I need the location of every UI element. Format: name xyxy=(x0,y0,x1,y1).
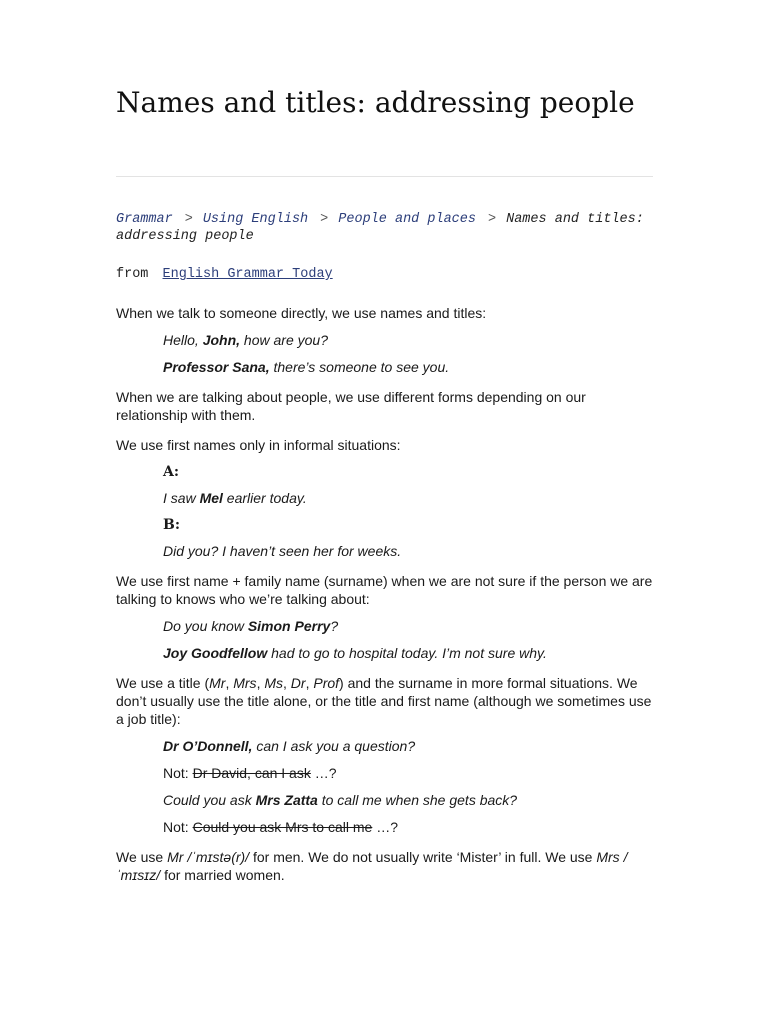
paragraph: We use first names only in informal situations: xyxy=(116,437,401,453)
breadcrumb-current: Names and titles: addressing people xyxy=(116,212,644,244)
example-sentence: Do you know Simon Perry? xyxy=(163,618,339,634)
paragraph: We use Mr /ˈmɪstə(r)/ for men. We do not usually write ‘Mister’ in full. We use Mrs /ˈmɪsɪz/ for married women. xyxy=(116,849,628,883)
breadcrumb-separator: > xyxy=(320,212,329,227)
paragraph: When we talk to someone directly, we use names and titles: xyxy=(116,305,487,321)
paragraph: We use first name + family name (surname) when we are not sure if the person we are talking to knows who we’re talking about: xyxy=(116,573,653,607)
paragraph: When we are talking about people, we use different forms depending on our relationship with them. xyxy=(116,389,586,423)
paragraph: We use a title (Mr, Mrs, Ms, Dr, Prof) and the surname in more formal situations. We don’t usually use the title alone, or the title and first name (although we sometimes use a job title): xyxy=(116,675,652,727)
source-prefix: from xyxy=(116,267,149,282)
page-title: Names and titles: addressing people xyxy=(116,86,635,119)
breadcrumb-separator: > xyxy=(488,212,497,227)
example-sentence: Joy Goodfellow had to go to hospital today. I’m not sure why. xyxy=(163,645,547,661)
example-sentence: Dr O’Donnell, can I ask you a question? xyxy=(163,738,416,754)
example-sentence: Hello, John, how are you? xyxy=(163,332,328,348)
incorrect-example: Not: Dr David, can I ask …? xyxy=(163,765,337,781)
breadcrumb-separator: > xyxy=(184,212,193,227)
example-sentence: Professor Sana, there’s someone to see you. xyxy=(163,359,450,375)
speaker-label: B: xyxy=(163,517,181,533)
example-sentence: Did you? I haven’t seen her for weeks. xyxy=(163,543,402,559)
example-sentence: I saw Mel earlier today. xyxy=(163,490,307,506)
source-line xyxy=(116,267,653,282)
divider xyxy=(116,176,653,177)
speaker-label: A: xyxy=(163,464,180,480)
incorrect-example: Not: Could you ask Mrs to call me …? xyxy=(163,819,398,835)
breadcrumb-link-people-and-places[interactable]: People and places xyxy=(338,212,476,227)
breadcrumb xyxy=(116,211,653,245)
article-body xyxy=(116,304,653,884)
source-link[interactable]: English Grammar Today xyxy=(162,267,333,282)
breadcrumb-link-grammar[interactable]: Grammar xyxy=(116,212,173,227)
article xyxy=(116,86,653,884)
example-sentence: Could you ask Mrs Zatta to call me when she gets back? xyxy=(163,792,518,808)
breadcrumb-link-using-english[interactable]: Using English xyxy=(202,212,309,227)
